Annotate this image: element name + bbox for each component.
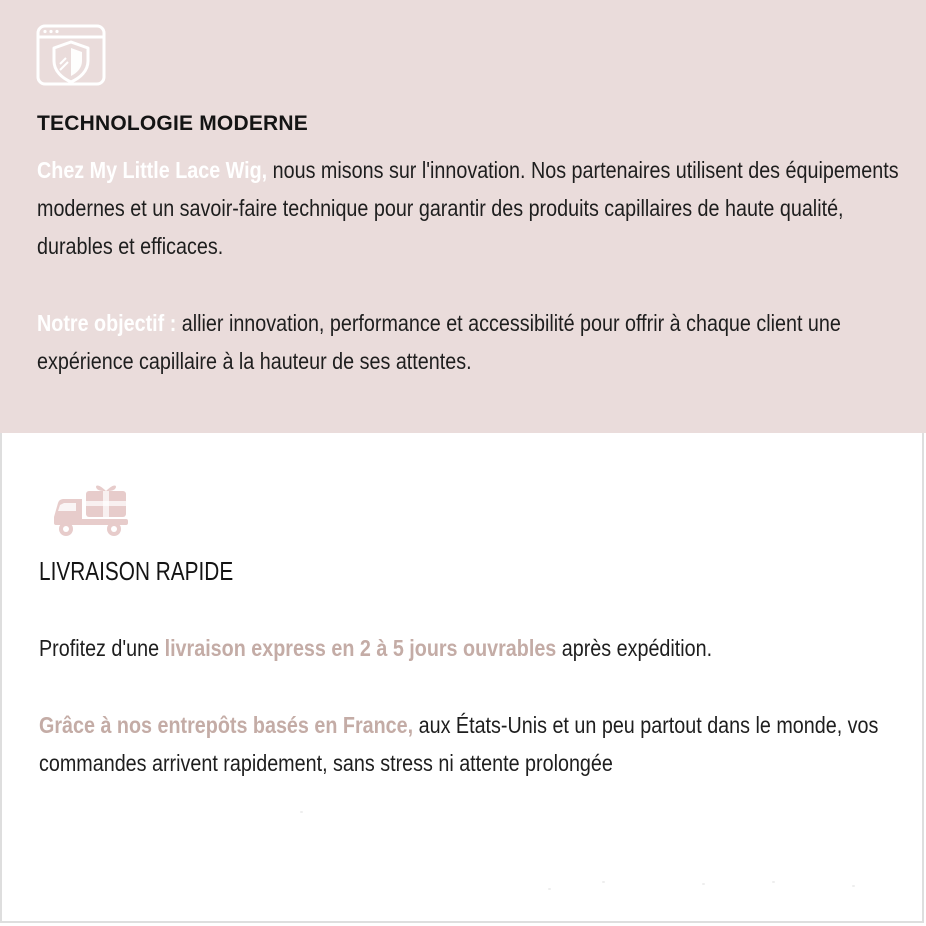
delivery-paragraph-2-text: aux États-Unis et un peu partout dans le monde, vos commandes arrivent rapidement, sans stress ni attente prolongée [39, 712, 879, 776]
technology-paragraph-2-text: allier innovation, performance et accessibilité pour offrir à chaque client une expérience capillaire à la hauteur de ses attentes. [37, 310, 841, 374]
speck [702, 883, 705, 885]
delivery-section [0, 433, 924, 923]
shield-window-icon [36, 24, 106, 88]
objective-highlight: Notre objectif : [37, 310, 177, 336]
delivery-truck-gift-icon [50, 479, 130, 541]
delivery-paragraph-1-after: après expédition. [556, 635, 713, 661]
technology-section [0, 0, 926, 433]
technology-title: TECHNOLOGIE MODERNE [37, 112, 308, 135]
speck [772, 881, 775, 883]
technology-paragraph-2 [37, 304, 911, 380]
warehouses-highlight: Grâce à nos entrepôts basés en France, [39, 712, 414, 738]
delivery-title: LIVRAISON RAPIDE [39, 556, 234, 586]
delivery-paragraph-1-before: Profitez d'une [39, 635, 165, 661]
speck [852, 885, 855, 887]
brand-highlight: Chez My Little Lace Wig, [37, 157, 268, 183]
speck [300, 811, 303, 813]
express-delivery-highlight: livraison express en 2 à 5 jours ouvrables [164, 635, 557, 661]
delivery-paragraph-1 [39, 629, 913, 667]
speck [602, 881, 605, 883]
speck [548, 888, 551, 890]
technology-paragraph-1 [37, 151, 911, 265]
technology-paragraph-1-text: nous misons sur l'innovation. Nos partenaires utilisent des équipements modernes et un savoir-faire technique pour garantir des produits capillaires de haute qualité, durables et efficaces. [37, 157, 899, 259]
delivery-paragraph-2 [39, 706, 913, 782]
